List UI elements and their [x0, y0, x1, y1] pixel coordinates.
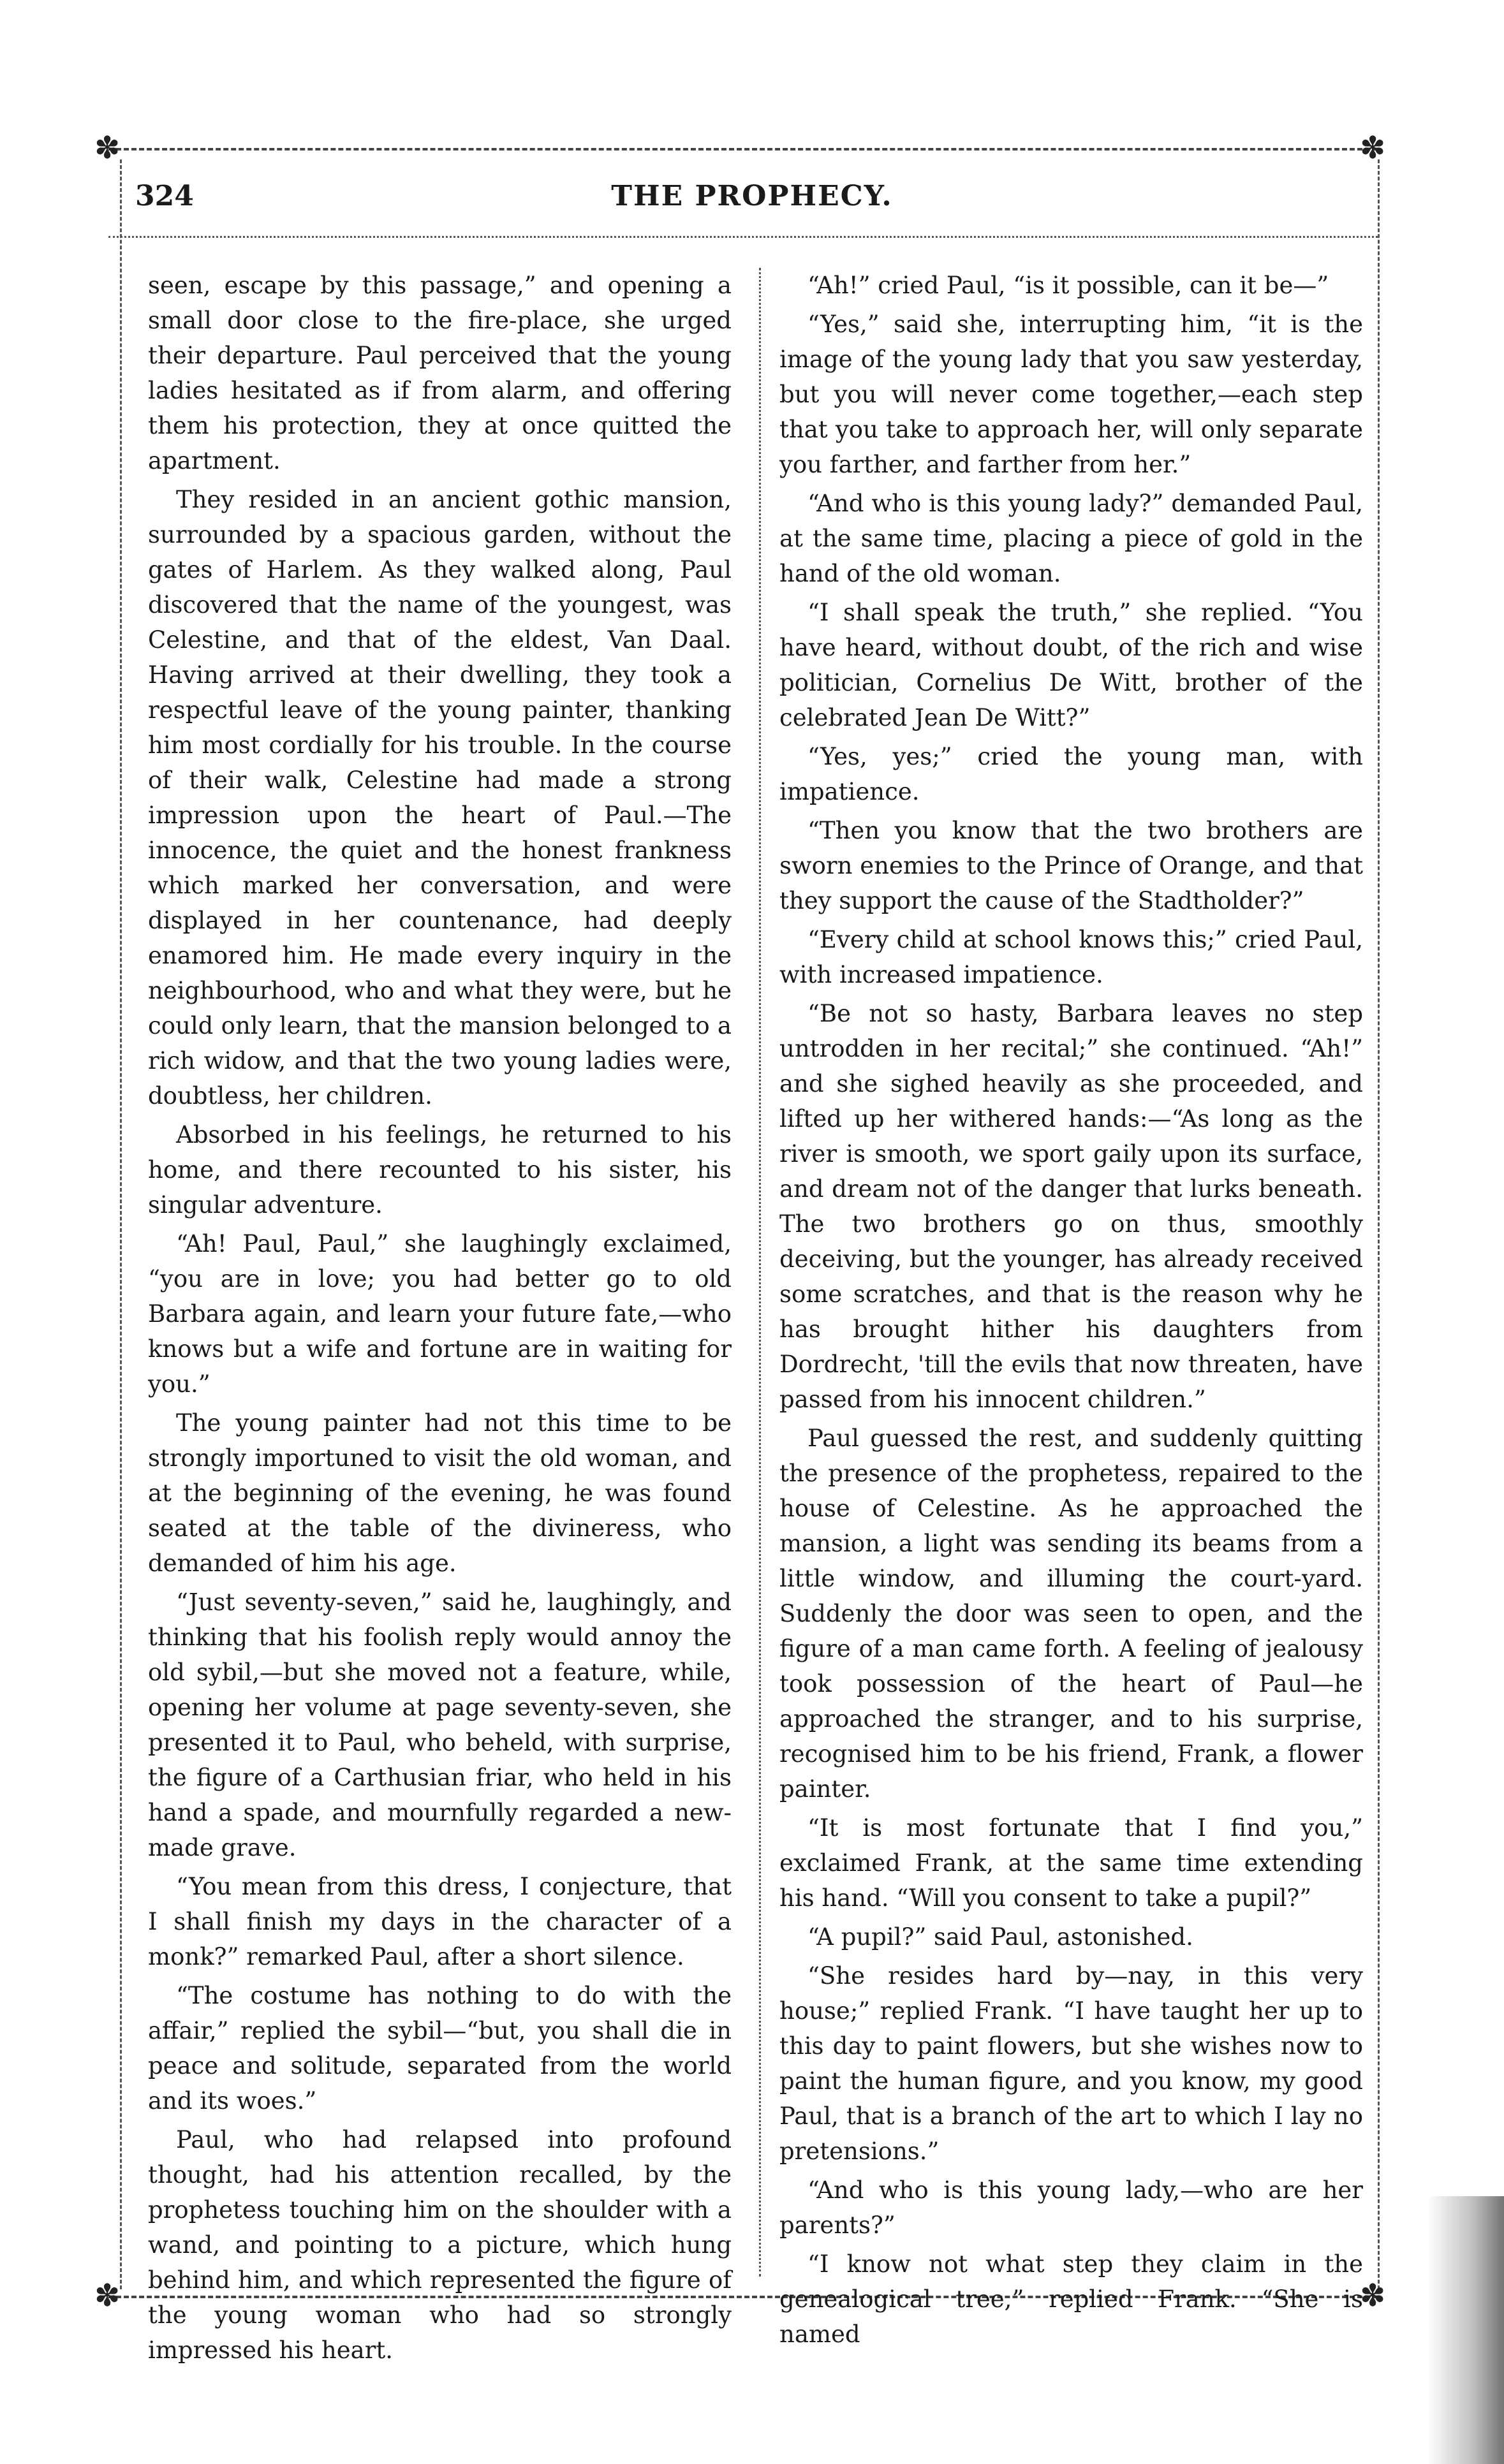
paragraph: “The costume has nothing to do with the affair,” replied the sybil—“but, you shall die in peace and solitude, separated from the world and its woes.”	[148, 1982, 732, 2115]
paragraph: “It is most fortunate that I find you,” exclaimed Frank, at the same time extending his hand. “Will you consent to take a pupil?”	[779, 1814, 1363, 1912]
paragraph: “You mean from this dress, I conjecture, that I shall finish my days in the character of a monk?” remarked Paul, after a short silence.	[148, 1873, 732, 1970]
paragraph: “Ah!” cried Paul, “is it possible, can it be—”	[807, 272, 1329, 299]
paragraph: Paul guessed the rest, and suddenly quitting the presence of the prophetess, repaired to the house of Celestine. As he approached the mansion, a light was sending its beams from a little window, and illuming the court-yard. Suddenly the door was seen to open, and the figure of a man came forth. A feeling of jealousy took possession of the heart of Paul—he approached the stranger, and to his surprise, recognised him to be his friend, Frank, a flower painter.	[779, 1425, 1363, 1803]
corner-ornament-icon: ✽	[1360, 130, 1386, 166]
corner-ornament-icon: ✽	[94, 130, 121, 166]
paragraph: “Yes, yes;” cried the young man, with impatience.	[779, 743, 1363, 805]
corner-ornament-icon: ✽	[1360, 2278, 1386, 2314]
paragraph: “And who is this young lady,—who are her parents?”	[779, 2176, 1363, 2239]
paragraph: Absorbed in his feelings, he returned to his home, and there recounted to his sister, his singular adventure.	[148, 1121, 732, 1219]
paragraph: “I know not what step they claim in the genealogical tree,” replied Frank. “She is named	[779, 2250, 1363, 2348]
paragraph: “Be not so hasty, Barbara leaves no step untrodden in her recital;” she continued. “Ah!” and she sighed heavily as she proceeded, and lifted up her withered hands:—“As long as the river is smooth, we sport gaily upon its surface, and dream not of the danger that lurks beneath. The two brothers go on thus, smoothly deceiving, but the younger, has already received some scratches, and that is the reason why he has brought hither his daughters from Dordrecht, 'till the evils that now threaten, have passed from his innocent children.”	[779, 1000, 1363, 1413]
header-divider-rule	[108, 236, 1378, 238]
right-border-rule	[1378, 159, 1380, 2289]
page-edge-shadow	[1427, 2196, 1504, 2464]
running-title: THE PROPHECY.	[611, 180, 893, 212]
paragraph: “Ah! Paul, Paul,” she laughingly exclaimed, “you are in love; you had better go to old Barbara again, and learn your future fate,—who knows but a wife and fortune are in waiting for you.”	[148, 1230, 732, 1398]
paragraph: Paul, who had relapsed into profound thought, had his attention recalled, by the prophetess touching him on the shoulder with a wand, and pointing to a picture, which hung behind him, and which represented the figure of the young woman who had so strongly impressed his heart.	[148, 2126, 732, 2364]
column-divider-rule	[759, 268, 761, 2277]
paragraph: The young painter had not this time to be strongly importuned to visit the old woman, and at the beginning of the evening, he was found seated at the table of the divineress, who demanded of him his age.	[148, 1409, 732, 1577]
paragraph: seen, escape by this passage,” and opening a small door close to the fire-place, she urged their departure. Paul perceived that the young ladies hesitated as if from alarm, and offering them his protection, they at once quitted the apartment.	[148, 272, 732, 474]
page-number: 324	[135, 180, 194, 212]
left-border-rule	[120, 159, 122, 2289]
paragraph: “I shall speak the truth,” she replied. “You have heard, without doubt, of the rich and wise politician, Cornelius De Witt, brother of the celebrated Jean De Witt?”	[779, 599, 1363, 731]
paragraph: “And who is this young lady?” demanded Paul, at the same time, placing a piece of gold in the hand of the old woman.	[779, 490, 1363, 587]
paragraph: “A pupil?” said Paul, astonished.	[807, 1923, 1193, 1951]
corner-ornament-icon: ✽	[94, 2278, 121, 2314]
paragraph: They resided in an ancient gothic mansion, surrounded by a spacious garden, without the gates of Harlem. As they walked along, Paul discovered that the name of the youngest, was Celestine, and that of the eldest, Van Daal. Having arrived at their dwelling, they took a respectful leave of the young painter, thanking him most cordially for his trouble. In the course of their walk, Celestine had made a strong impression upon the heart of Paul.—The innocence, the quiet and the honest frankness which marked her conversation, and were displayed in her countenance, had deeply enamored him. He made every inquiry in the neighbourhood, who and what they were, but he could only learn, that the mansion belonged to a rich widow, and that the two young ladies were, doubtless, her children.	[148, 486, 732, 1110]
paragraph: “Then you know that the two brothers are sworn enemies to the Prince of Orange, and that they support the cause of the Stadtholder?”	[779, 817, 1363, 914]
paragraph: “She resides hard by—nay, in this very house;” replied Frank. “I have taught her up to this day to paint flowers, but she wishes now to paint the human figure, and you know, my good Paul, that is a branch of the art to which I lay no pretensions.”	[779, 1962, 1363, 2165]
paragraph: “Yes,” said she, interrupting him, “it is the image of the young lady that you saw yesterday, but you will never come together,—each step that you take to approach her, will only separate you farther, and farther from her.”	[779, 311, 1363, 478]
top-border-rule	[108, 148, 1378, 150]
paragraph: “Just seventy-seven,” said he, laughingly, and thinking that his foolish reply would annoy the old sybil,—but she moved not a feature, while, opening her volume at page seventy-seven, she presented it to Paul, who beheld, with surprise, the figure of a Carthusian friar, who held in his hand a spade, and mournfully regarded a new-made grave.	[148, 1588, 732, 1861]
left-text-column	[148, 268, 732, 2372]
right-text-column	[779, 268, 1363, 2356]
paragraph: “Every child at school knows this;” cried Paul, with increased impatience.	[779, 926, 1363, 988]
